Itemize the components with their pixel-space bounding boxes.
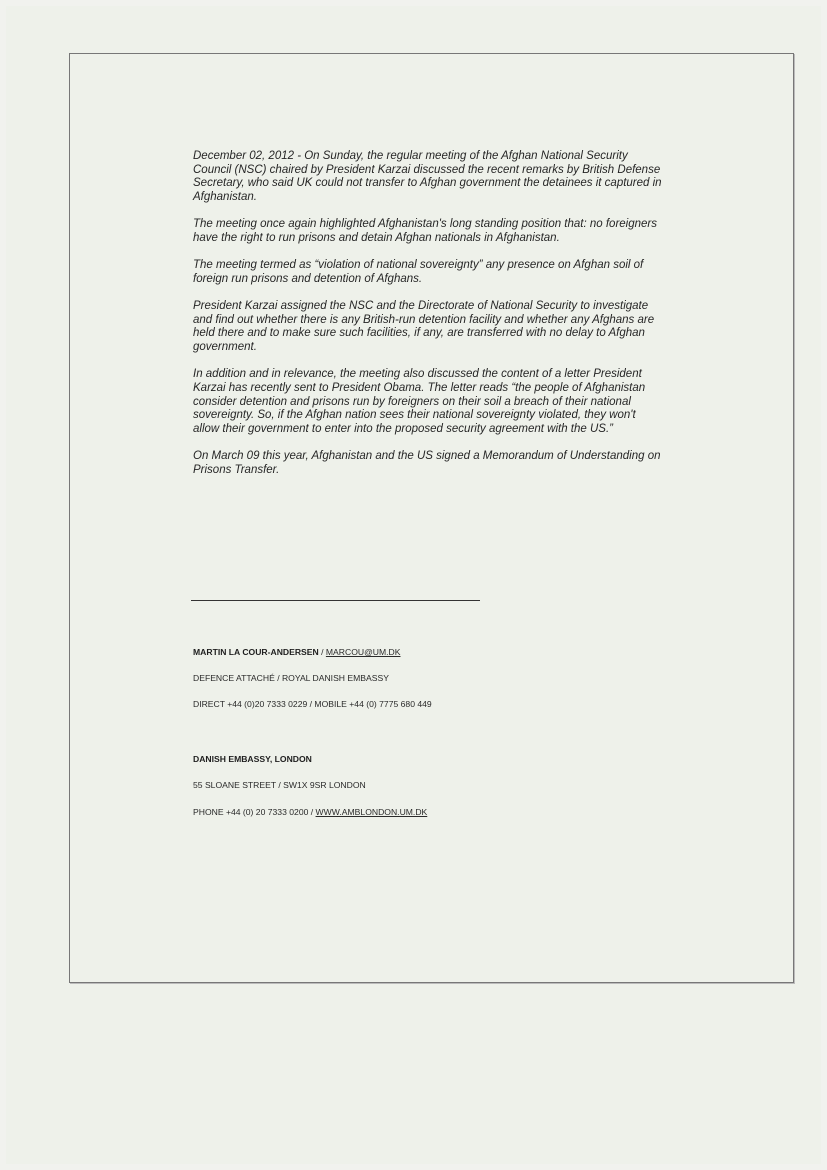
paragraph-letter: In addition and in relevance, the meeting also discussed the content of a letter President Karzai has recently sent to President Obama. The letter reads “the people of Afghanistan consider detention and prisons run by foreigners on their soil a breach of their national sovereignty. So, if the Afghan nation sees their national sovereignty violated, they won't allow their government to enter into the proposed security agreement with the US.” — [193, 368, 646, 435]
website-link[interactable]: WWW.AMBLONDON.UM.DK — [315, 807, 428, 817]
email-link[interactable]: MARCOU@UM.DK — [325, 647, 401, 657]
paragraph-mou: On March 09 this year, Afghanistan and the US signed a Memorandum of Understanding on Prisons Transfer. — [193, 450, 661, 476]
signatory-name: MARTIN LA COUR-ANDERSEN — [193, 647, 319, 657]
paragraph-date-intro: December 02, 2012 - On Sunday, the regular meeting of the Afghan National Security Council (NSC) chaired by President Karzai discussed the recent remarks by British Defense Secretary, who said UK could not transfer to Afghan government the detainees it captured in Afghanistan. — [193, 150, 662, 203]
signatory-title: DEFENCE ATTACHÉ / ROYAL DANISH EMBASSY — [193, 673, 389, 683]
name-separator: / — [318, 647, 326, 657]
embassy-contact-line — [193, 807, 427, 817]
signatory-phones: DIRECT +44 (0)20 7333 0229 / MOBILE +44 (0) 7775 680 449 — [193, 699, 432, 709]
paragraph-sovereignty: The meeting termed as “violation of national sovereignty” any presence on Afghan soil of foreign run prisons and detention of Afghans. — [193, 259, 644, 285]
paragraph-investigation: President Karzai assigned the NSC and the Directorate of National Security to investigate and find out whether there is any British-run detention facility and whether any Afghans are held there and to make sure such facilities, if any, are transferred with no delay to Afghan government. — [193, 300, 655, 353]
embassy-phone: PHONE +44 (0) 20 7333 0200 / — [193, 807, 316, 817]
signature-name-line — [193, 647, 401, 657]
embassy-address: 55 SLOANE STREET / SW1X 9SR LONDON — [193, 780, 366, 790]
embassy-name: DANISH EMBASSY, LONDON — [193, 754, 312, 764]
article-body — [193, 150, 663, 491]
paragraph-position: The meeting once again highlighted Afghanistan's long standing position that: no foreigners have the right to run prisons and detain Afghan nationals in Afghanistan. — [193, 218, 658, 244]
signature-divider — [191, 600, 480, 601]
